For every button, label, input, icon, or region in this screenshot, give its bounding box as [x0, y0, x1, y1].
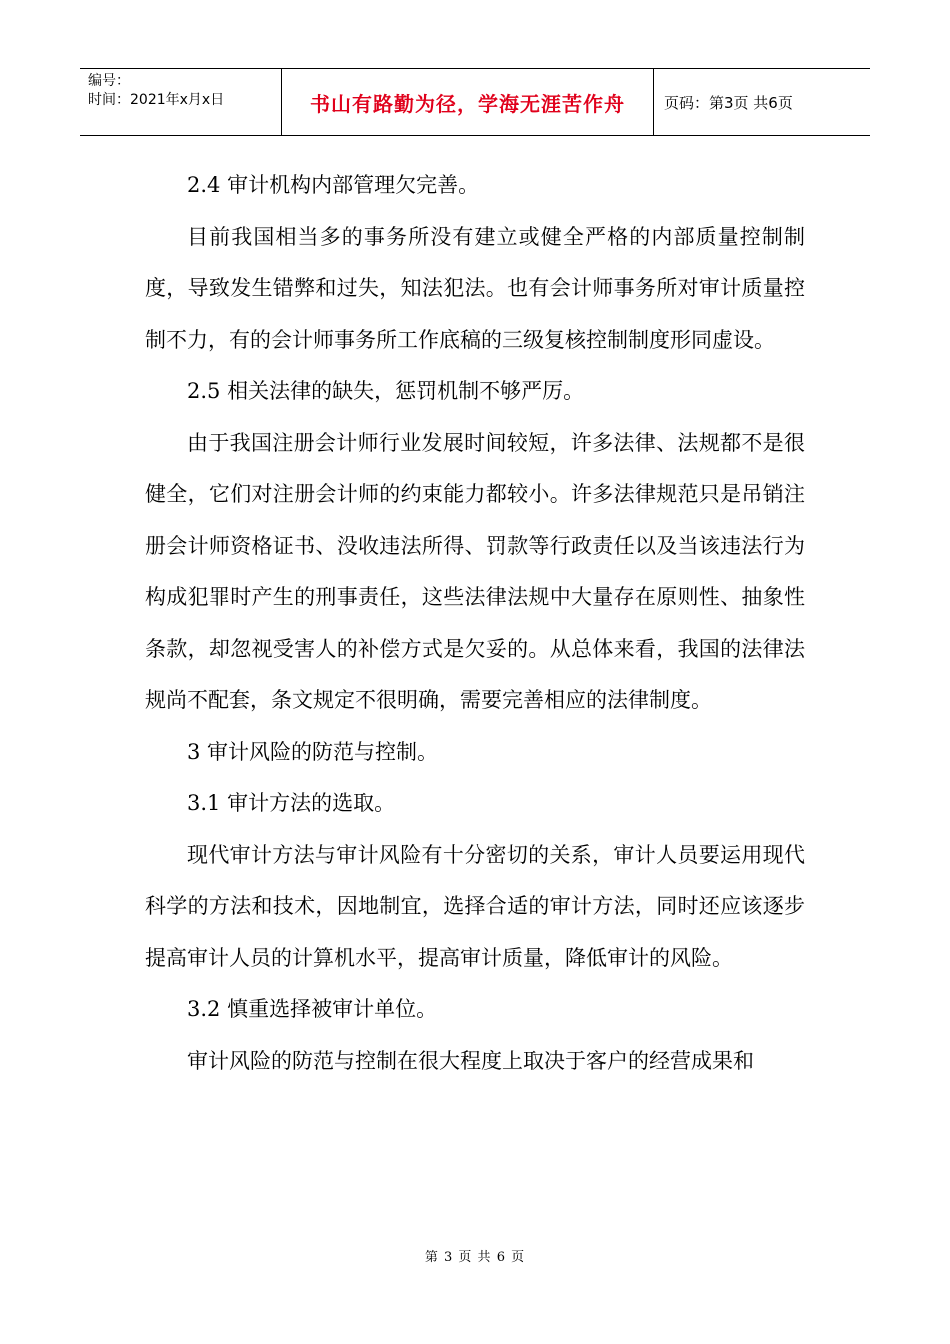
document-header [80, 68, 870, 136]
header-motto: 书山有路勤为径，学海无涯苦作舟 [282, 69, 654, 135]
body-paragraph: 审计风险的防范与控制在很大程度上取决于客户的经营成果和 [187, 1048, 754, 1073]
body-paragraph: 由于我国注册会计师行业发展时间较短，许多法律、法规都不是很健全，它们对注册会计师的约束能力都较小。许多法律规范只是吊销注册会计师资格证书、没收违法所得、罚款等行政责任以及当该违法行为构成犯罪时产生的刑事责任，这些法律法规中大量存在原则性、抽象性条款，却忽视受害人的补偿方式是欠妥的。从总体来看，我国的法律法规尚不配套，条文规定不很明确，需要完善相应的法律制度。 [145, 430, 805, 712]
section-heading-2-5: 2.5 相关法律的缺失，惩罚机制不够严厉。 [187, 379, 585, 403]
document-body [145, 160, 805, 1087]
document-number-label: 编号： [88, 73, 130, 89]
header-page-info: 页码：第3页 共6页 [664, 93, 793, 112]
body-paragraph: 现代审计方法与审计风险有十分密切的关系，审计人员要运用现代科学的方法和技术，因地制宜，选择合适的审计方法，同时还应该逐步提高审计人员的计算机水平，提高审计质量，降低审计的风险。 [145, 842, 805, 970]
document-time-label: 时间：2021年x月x日 [88, 92, 225, 108]
section-heading-2-4: 2.4 审计机构内部管理欠完善。 [187, 173, 480, 197]
section-heading-3-2: 3.2 慎重选择被审计单位。 [187, 997, 438, 1021]
section-heading-3: 3 审计风险的防范与控制。 [187, 739, 439, 764]
section-heading-3-1: 3.1 审计方法的选取。 [187, 791, 396, 815]
header-meta [80, 69, 282, 135]
page-footer: 第 3 页 共 6 页 [424, 1250, 526, 1265]
body-paragraph: 目前我国相当多的事务所没有建立或健全严格的内部质量控制制度，导致发生错弊和过失，知法犯法。也有会计师事务所对审计质量控制不力，有的会计师事务所工作底稿的三级复核控制制度形同虚设。 [145, 224, 805, 352]
